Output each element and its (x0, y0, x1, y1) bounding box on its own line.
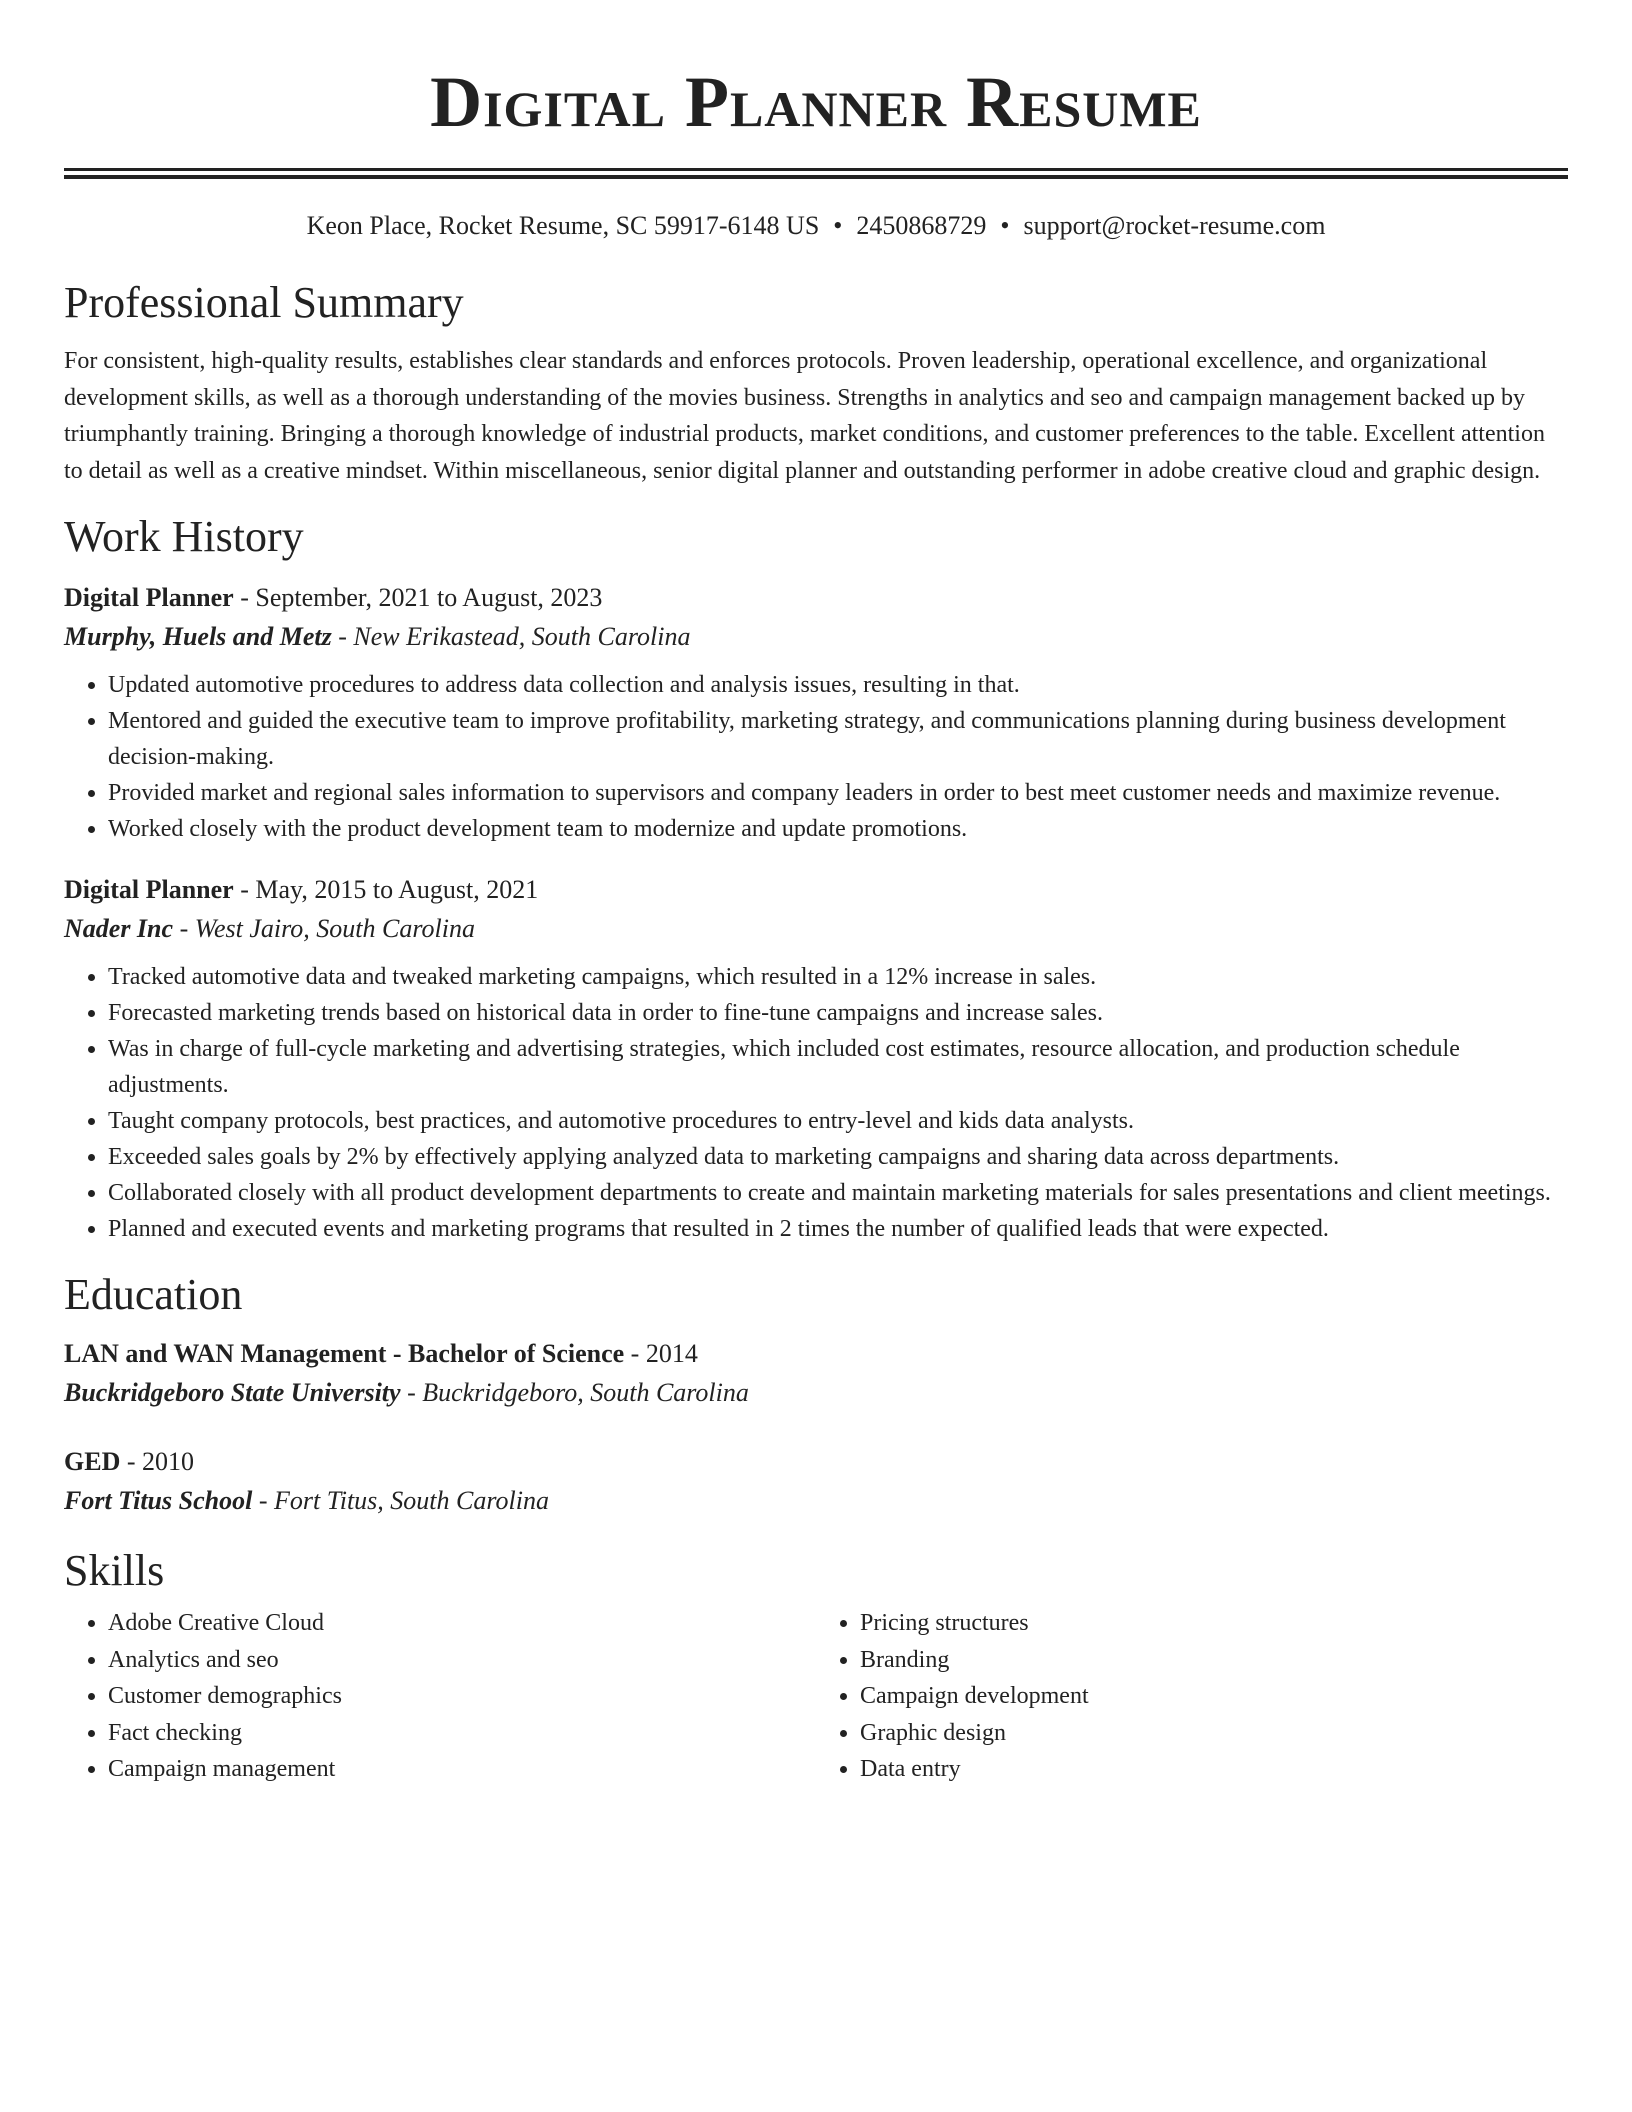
job-bullets (64, 667, 1568, 847)
summary-heading: Professional Summary (64, 278, 464, 327)
job-title: Digital Planner (64, 875, 234, 904)
skills-left-column (64, 1605, 816, 1788)
degree-line (64, 1443, 1568, 1481)
degree-year: - 2014 (624, 1339, 698, 1368)
job-company: Nader Inc (64, 914, 174, 943)
education-entry (64, 1335, 1568, 1413)
list-item: • Taught company protocols, best practices, and automotive procedures to entry-level and kids data analysts. (108, 1103, 1568, 1139)
list-item: • Data entry (860, 1751, 1568, 1788)
school: Fort Titus School (64, 1486, 253, 1515)
list-item: • Graphic design (860, 1715, 1568, 1752)
list-item: • Pricing structures (860, 1605, 1568, 1642)
job-title: Digital Planner (64, 583, 234, 612)
list-item: • Analytics and seo (108, 1642, 816, 1679)
school-line (64, 1373, 1568, 1413)
contact-separator: • (1000, 211, 1010, 240)
job-entry (64, 579, 1568, 847)
degree: GED (64, 1447, 121, 1476)
list-item: • Worked closely with the product development team to modernize and update promotions. (108, 811, 1568, 847)
contact-phone: 2450868729 (856, 211, 987, 240)
skills-columns (64, 1605, 1568, 1788)
school-location: - Buckridgeboro, South Carolina (400, 1378, 749, 1407)
work-history-heading: Work History (64, 512, 304, 561)
degree-year: - 2010 (120, 1447, 195, 1476)
list-item: • Branding (860, 1642, 1568, 1679)
degree-line (64, 1335, 1568, 1373)
list-item: • Updated automotive procedures to address data collection and analysis issues, resulting in that. (108, 667, 1568, 703)
resume-title: Digital Planner Resume (430, 62, 1202, 142)
job-location: - West Jairo, South Carolina (173, 914, 475, 943)
degree: LAN and WAN Management - Bachelor of Science (64, 1339, 625, 1368)
skills-heading: Skills (64, 1546, 165, 1595)
list-item: • Provided market and regional sales information to supervisors and company leaders in order to best meet customer needs and maximize revenue. (108, 775, 1568, 811)
job-company: Murphy, Huels and Metz (64, 622, 332, 651)
contact-email: support@rocket-resume.com (1023, 211, 1326, 240)
skills-right-column (816, 1605, 1568, 1788)
list-item: • Exceeded sales goals by 2% by effectively applying analyzed data to marketing campaigns and sharing data across departments. (108, 1139, 1568, 1175)
list-item: • Mentored and guided the executive team to improve profitability, marketing strategy, and communications planning during business development decision-making. (108, 703, 1568, 775)
list-item: • Campaign management (108, 1751, 816, 1788)
summary-text: For consistent, high-quality results, establishes clear standards and enforces protocols. Proven leadership, operational excellence, and organizational development skills, as well as a thorough understanding of the movies business. Strengths in analytics and seo and campaign management backed up by triumphantly training. Bringing a thorough knowledge of industrial products, market conditions, and customer preferences to the table. Excellent attention to detail as well as a creative mindset. Within miscellaneous, senior digital planner and outstanding performer in adobe creative cloud and graphic design. (64, 348, 1545, 484)
education-heading: Education (64, 1270, 243, 1319)
job-location: - New Erikastead, South Carolina (331, 622, 691, 651)
list-item: • Tracked automotive data and tweaked marketing campaigns, which resulted in a 12% increase in sales. (108, 959, 1568, 995)
work-history-section (64, 511, 1568, 1247)
list-item: • Customer demographics (108, 1678, 816, 1715)
education-entry (64, 1443, 1568, 1521)
job-bullets (64, 959, 1568, 1247)
job-dates: - May, 2015 to August, 2021 (233, 875, 539, 904)
school: Buckridgeboro State University (64, 1378, 401, 1407)
list-item: • Fact checking (108, 1715, 816, 1752)
contact-separator: • (833, 211, 843, 240)
job-title-line (64, 579, 1568, 617)
job-entry (64, 871, 1568, 1247)
contact-address: Keon Place, Rocket Resume, SC 59917-6148 US (306, 211, 820, 240)
list-item: • Collaborated closely with all product development departments to create and maintain marketing materials for sales presentations and client meetings. (108, 1175, 1568, 1211)
title-double-rule (64, 168, 1568, 179)
job-company-line (64, 909, 1568, 949)
list-item: • Campaign development (860, 1678, 1568, 1715)
job-dates: - September, 2021 to August, 2023 (233, 583, 603, 612)
list-item: • Forecasted marketing trends based on historical data in order to fine-tune campaigns and increase sales. (108, 995, 1568, 1031)
list-item: • Planned and executed events and marketing programs that resulted in 2 times the number of qualified leads that were expected. (108, 1211, 1568, 1247)
job-company-line (64, 617, 1568, 657)
skills-section (64, 1545, 1568, 1788)
school-location: - Fort Titus, South Carolina (252, 1486, 549, 1515)
contact-line (64, 209, 1568, 243)
job-title-line (64, 871, 1568, 909)
education-section (64, 1269, 1568, 1521)
list-item: • Adobe Creative Cloud (108, 1605, 816, 1642)
school-line (64, 1481, 1568, 1521)
list-item: • Was in charge of full-cycle marketing and advertising strategies, which included cost estimates, resource allocation, and production schedule adjustments. (108, 1031, 1568, 1103)
professional-summary-section (64, 277, 1568, 489)
